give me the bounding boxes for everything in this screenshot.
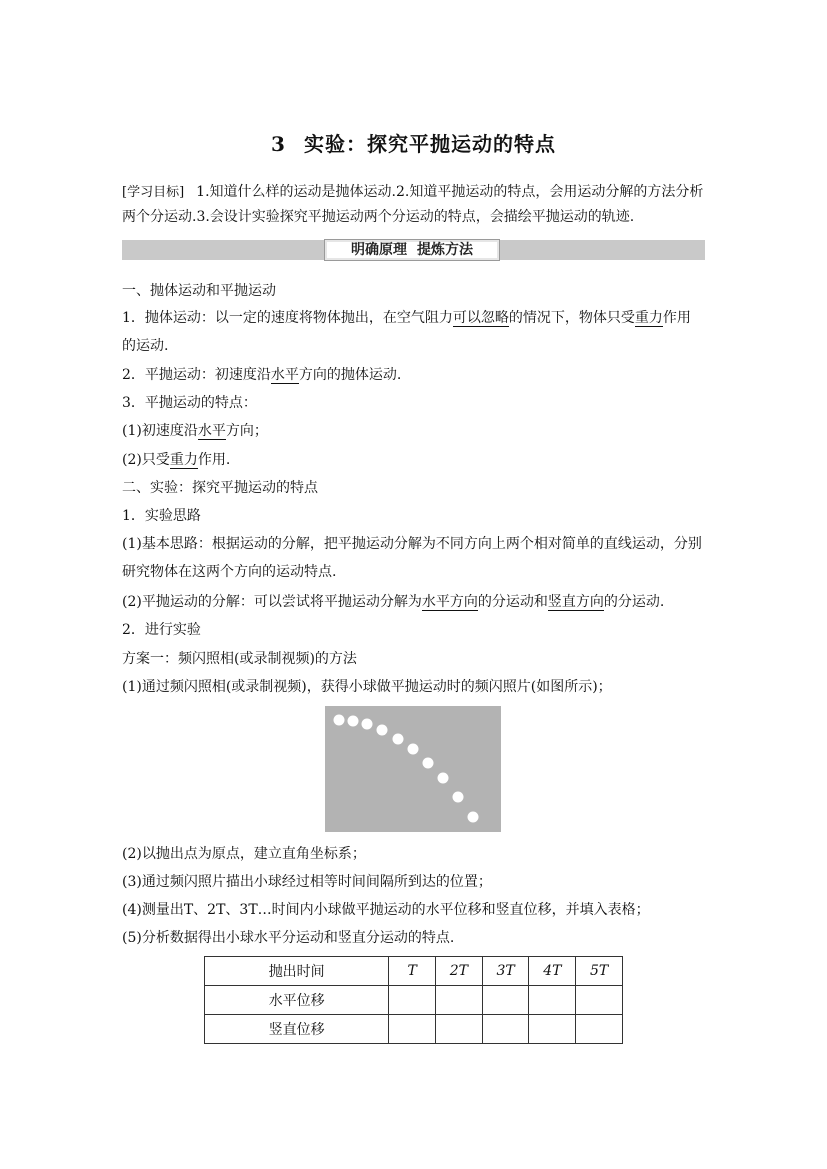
ball-8 <box>438 773 449 784</box>
table-header-cell: 5T <box>576 957 623 986</box>
empty-cell <box>389 986 436 1015</box>
text: 的情况下，物体只受 <box>508 310 635 326</box>
ball-6 <box>408 744 419 755</box>
sub-heading-1: 1．实验思路 <box>122 508 201 524</box>
ball-4 <box>377 725 388 736</box>
table-header-cell: 2T <box>436 957 483 986</box>
row-label: 竖直位移 <box>205 1015 389 1044</box>
table-header-cell: 3T <box>482 957 529 986</box>
row-label: 水平位移 <box>205 986 389 1015</box>
step-1: (1)通过频闪照相(或录制视频)，获得小球做平抛运动时的频闪照片(如图所示)； <box>122 679 612 695</box>
heading-2: 二、实验：探究平抛运动的特点 <box>122 480 318 496</box>
basic-idea: (1)基本思路：根据运动的分解，把平抛运动分解为不同方向上两个相对简单的直线运动，分别研究物体在这两个方向的运动特点. <box>122 536 702 580</box>
item-throw-motion-cont: 的运动. <box>122 338 169 354</box>
feature-2 <box>122 450 230 470</box>
empty-cell <box>482 1015 529 1044</box>
ball-9 <box>453 792 464 803</box>
table-header-cell: T <box>389 957 436 986</box>
strobe-photo <box>325 706 501 832</box>
goals-tag: [学习目标] <box>122 185 185 200</box>
text: (2)只受 <box>122 452 170 468</box>
text: 作用 <box>662 310 691 326</box>
text: 的分运动和 <box>477 594 548 610</box>
data-table <box>204 956 623 1044</box>
text: (2)平抛运动的分解：可以尝试将平抛运动分解为 <box>122 594 422 610</box>
plan-1: 方案一：频闪照相(或录制视频)的方法 <box>122 651 357 667</box>
learning-goals <box>122 180 706 230</box>
table-row <box>205 1015 623 1044</box>
strobe-photo-image <box>325 706 501 832</box>
answer-blank: 水平方向 <box>421 594 478 610</box>
feature-1 <box>122 421 268 441</box>
sub-heading-2: 2．进行实验 <box>122 622 201 638</box>
empty-cell <box>482 986 529 1015</box>
ball-7 <box>423 758 434 769</box>
answer-blank: 可以忽略 <box>452 310 509 326</box>
answer-blank: 水平 <box>197 423 226 439</box>
empty-cell <box>389 1015 436 1044</box>
text: 2．平抛运动：初速度沿 <box>122 367 271 383</box>
table-row <box>205 986 623 1015</box>
empty-cell <box>529 986 576 1015</box>
empty-cell <box>576 986 623 1015</box>
step-5: (5)分析数据得出小球水平分运动和竖直分运动的特点. <box>122 930 455 946</box>
decomposition <box>122 592 664 612</box>
table-header-row <box>205 957 623 986</box>
text: (1)初速度沿 <box>122 423 198 439</box>
section-number: 3 <box>271 132 286 156</box>
ball-5 <box>393 734 404 745</box>
ball-3 <box>362 719 373 730</box>
ball-10 <box>468 812 479 823</box>
answer-blank: 水平 <box>270 367 299 383</box>
empty-cell <box>576 1015 623 1044</box>
empty-cell <box>529 1015 576 1044</box>
step-2: (2)以抛出点为原点，建立直角坐标系； <box>122 846 366 862</box>
goals-text: 1.知道什么样的运动是抛体运动.2.知道平抛运动的特点，会用运动分解的方法分析两个分运动.3.会设计实验探究平抛运动两个分运动的特点，会描绘平抛运动的轨迹. <box>122 184 704 225</box>
answer-blank: 重力 <box>634 310 663 326</box>
answer-blank: 竖直方向 <box>547 594 604 610</box>
text: 1．抛体运动：以一定的速度将物体抛出，在空气阻力 <box>122 310 453 326</box>
banner-label <box>324 239 500 261</box>
answer-blank: 重力 <box>169 452 198 468</box>
item-features: 3．平抛运动的特点： <box>122 395 257 411</box>
item-flat-throw <box>122 365 401 385</box>
empty-cell <box>436 1015 483 1044</box>
ball-1 <box>334 715 345 726</box>
page-title <box>0 128 827 157</box>
text: 作用. <box>197 452 231 468</box>
banner-left: 明确原理 <box>351 242 407 258</box>
banner-right: 提炼方法 <box>417 242 473 258</box>
heading-1: 一、抛体运动和平抛运动 <box>122 283 276 299</box>
title-text: 实验：探究平抛运动的特点 <box>303 132 556 156</box>
empty-cell <box>436 986 483 1015</box>
section-banner <box>122 240 705 260</box>
text: 的分运动. <box>603 594 665 610</box>
text: 方向； <box>225 423 268 439</box>
step-4: (4)测量出T、2T、3T…时间内小球做平抛运动的水平位移和竖直位移，并填入表格； <box>122 902 650 918</box>
step-3: (3)通过频闪照片描出小球经过相等时间间隔所到达的位置； <box>122 874 492 890</box>
ball-2 <box>348 716 359 727</box>
table-header-cell: 4T <box>529 957 576 986</box>
text: 方向的抛体运动. <box>298 367 402 383</box>
item-throw-motion <box>122 308 691 328</box>
table-header-cell: 抛出时间 <box>205 957 389 986</box>
